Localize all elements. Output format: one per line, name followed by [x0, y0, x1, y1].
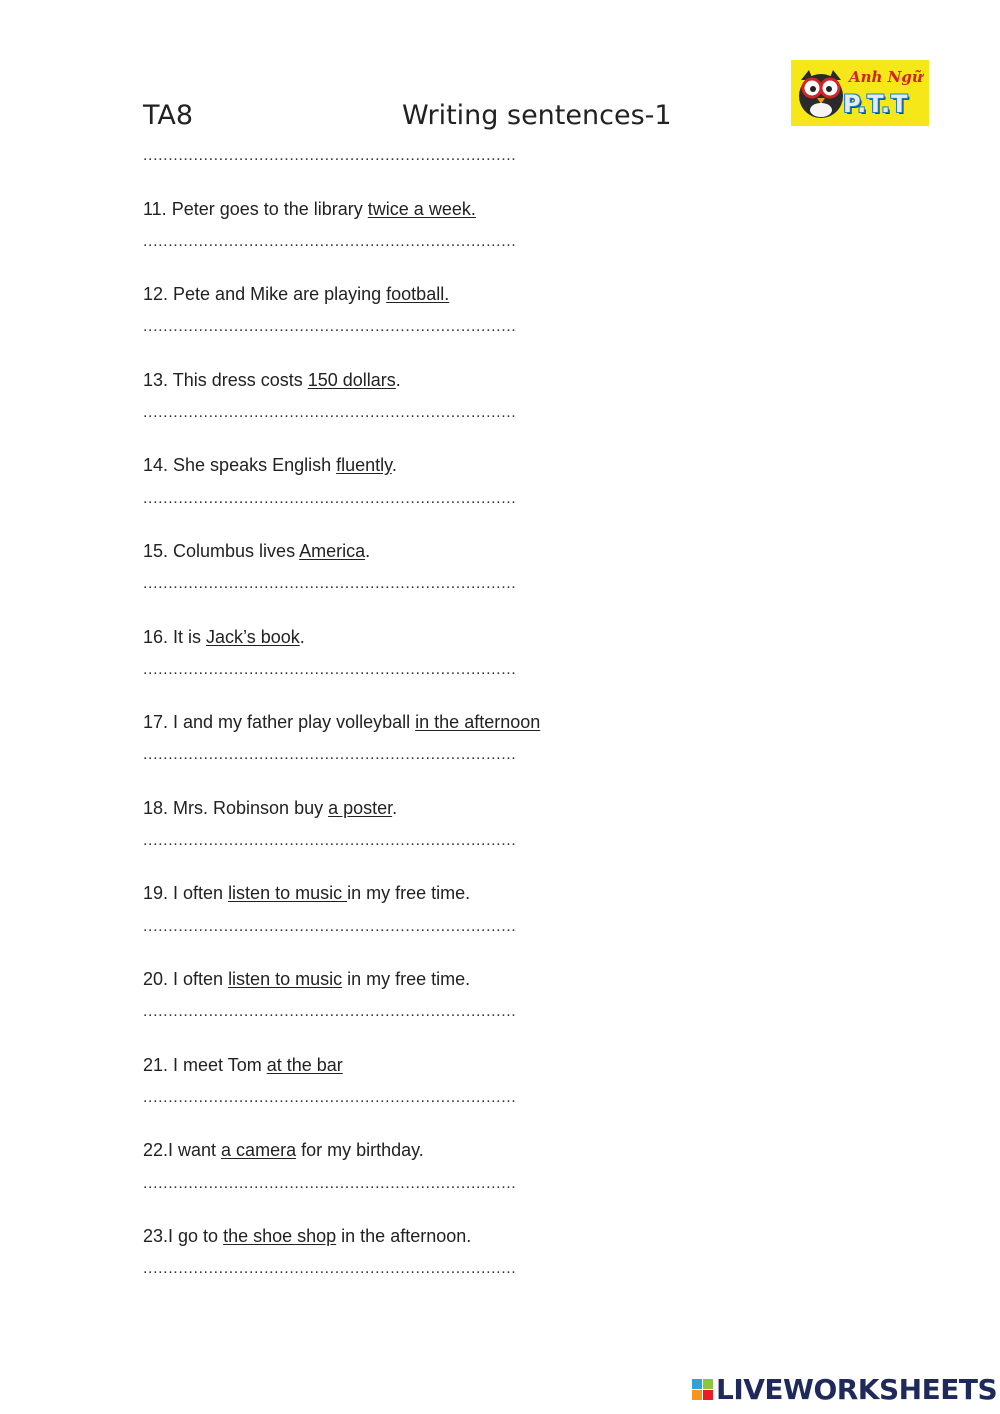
question-text: 11. Peter goes to the library	[143, 199, 368, 219]
answer-line-12[interactable]: ..........................................................................	[143, 318, 517, 335]
question-text: 19. I often	[143, 883, 229, 903]
question-text: 13. This dress costs	[143, 370, 308, 390]
answer-line-13[interactable]: ..........................................................................	[143, 404, 517, 421]
underlined-phrase: the shoe shop	[223, 1226, 337, 1246]
question-text: 20. I often	[143, 969, 229, 989]
question-text-end: .	[392, 798, 398, 818]
question-text: 14. She speaks English	[143, 455, 337, 475]
answer-line-11[interactable]: ..........................................................................	[143, 233, 517, 250]
underlined-phrase: listen to music	[228, 883, 348, 903]
underlined-phrase: 150 dollars	[307, 370, 396, 390]
question-text: 18. Mrs. Robinson buy	[143, 798, 329, 818]
liveworksheets-icon	[692, 1379, 714, 1401]
question-text: 15. Columbus lives	[143, 541, 300, 561]
question-19	[143, 883, 470, 904]
answer-line-10[interactable]: ..........................................................................	[143, 147, 517, 164]
footer-brand: LIVEWORKSHEETS	[716, 1373, 998, 1406]
underlined-phrase: at the bar	[266, 1055, 343, 1075]
answer-line-22[interactable]: ..........................................................................	[143, 1175, 517, 1192]
question-12	[143, 284, 449, 305]
logo-text-top: Anh Ngữ	[849, 68, 923, 86]
ptt-logo	[791, 60, 929, 126]
page-title: Writing sentences-1	[402, 100, 672, 131]
question-23	[143, 1226, 471, 1247]
question-text-end: for my birthday.	[296, 1140, 424, 1160]
question-text-end: in my free time.	[347, 883, 471, 903]
underlined-phrase: Jack’s book	[206, 627, 300, 647]
question-text: 21. I meet Tom	[143, 1055, 267, 1075]
answer-line-16[interactable]: ..........................................................................	[143, 661, 517, 678]
answer-line-14[interactable]: ..........................................................................	[143, 490, 517, 507]
underlined-phrase: in the afternoon	[415, 712, 541, 732]
question-14	[143, 455, 397, 476]
answer-line-18[interactable]: ..........................................................................	[143, 832, 517, 849]
header-code: TA8	[143, 100, 194, 131]
question-text: 16. It is	[143, 627, 207, 647]
question-11	[143, 199, 476, 220]
owl-icon	[797, 66, 849, 120]
underlined-phrase: listen to music	[228, 969, 343, 989]
question-22	[143, 1140, 424, 1161]
question-text: 23.I go to	[143, 1226, 224, 1246]
question-text-end: in my free time.	[342, 969, 471, 989]
underlined-phrase: twice a week.	[367, 199, 476, 219]
question-15	[143, 541, 370, 562]
question-text-end: in the afternoon.	[336, 1226, 472, 1246]
answer-line-17[interactable]: ..........................................................................	[143, 746, 517, 763]
answer-line-19[interactable]: ..........................................................................	[143, 918, 517, 935]
underlined-phrase: football.	[386, 284, 450, 304]
underlined-phrase: a poster	[328, 798, 393, 818]
question-text-end: .	[391, 455, 397, 475]
answer-line-21[interactable]: ..........................................................................	[143, 1089, 517, 1106]
question-text: 12. Pete and Mike are playing	[143, 284, 387, 304]
question-text: 22.I want	[143, 1140, 222, 1160]
answer-line-20[interactable]: ..........................................................................	[143, 1003, 517, 1020]
answer-line-23[interactable]: ..........................................................................	[143, 1260, 517, 1277]
underlined-phrase: fluently	[336, 455, 392, 475]
question-13	[143, 370, 401, 391]
question-17	[143, 712, 540, 733]
logo-text-bottom: P.T.T	[843, 90, 909, 118]
underlined-phrase: America	[299, 541, 366, 561]
question-text-end: .	[365, 541, 371, 561]
question-text-end: .	[299, 627, 305, 647]
question-21	[143, 1055, 343, 1076]
underlined-phrase: a camera	[221, 1140, 297, 1160]
question-18	[143, 798, 397, 819]
question-20	[143, 969, 470, 990]
question-text: 17. I and my father play volleyball	[143, 712, 416, 732]
question-16	[143, 627, 305, 648]
question-text-end: .	[395, 370, 401, 390]
answer-line-15[interactable]: ..........................................................................	[143, 575, 517, 592]
